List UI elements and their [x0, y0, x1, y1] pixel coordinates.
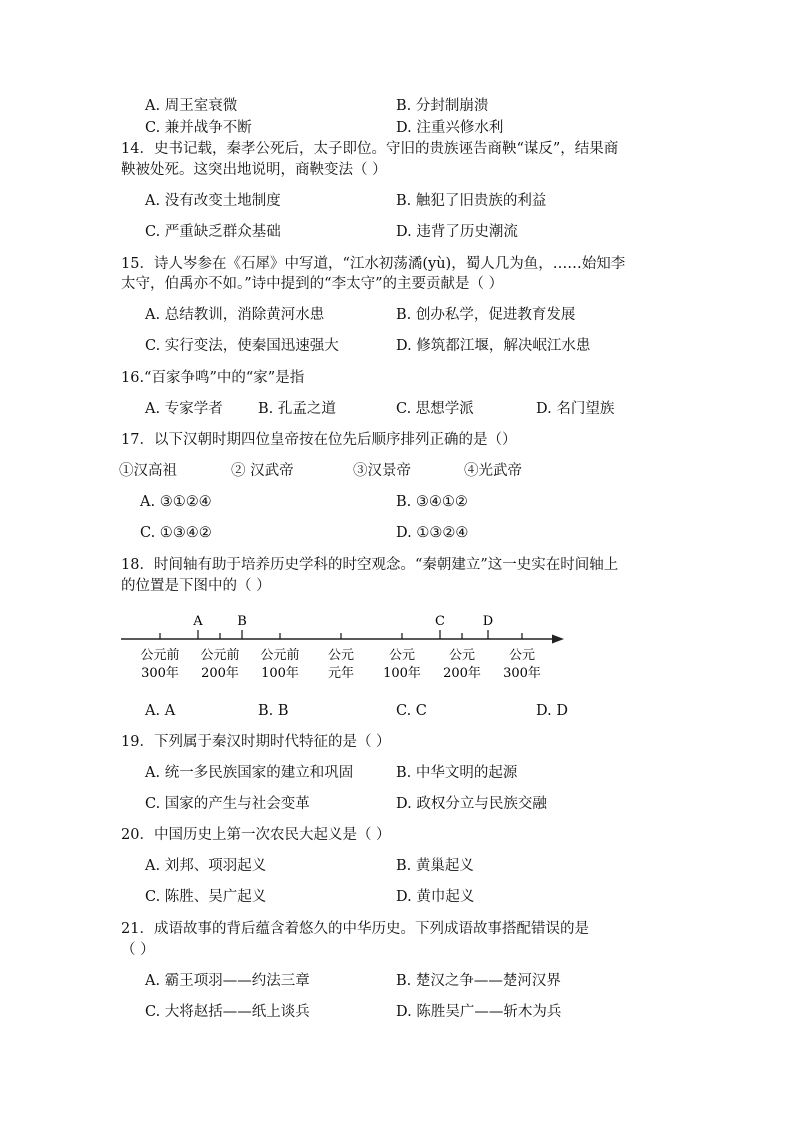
q17-item-2: ② 汉武帝 [231, 463, 294, 479]
q16-option-c: C. 思想学派 [396, 401, 474, 417]
q17-stem: 17．以下汉朝时期四位皇帝按在位先后顺序排列正确的是（） [121, 432, 517, 448]
q17-option-c: C. ①③④② [140, 525, 212, 541]
q15-option-c: C. 实行变法，使秦国迅速强大 [145, 338, 339, 354]
timeline-tick-label-top: 公元 [448, 648, 476, 663]
q14-option-c: C. 严重缺乏群众基础 [145, 224, 281, 240]
timeline-tick-label-bottom: 元年 [327, 666, 355, 681]
q21-stem-line1: 21．成语故事的背后蕴含着悠久的中华历史。下列成语故事搭配错误的是 [121, 921, 589, 937]
timeline-tick-label-bottom: 200年 [201, 666, 239, 681]
q20-option-d: D. 黄巾起义 [396, 889, 475, 905]
q18-option-a: A. A [145, 703, 176, 719]
timeline-tick-label-bottom: 300年 [503, 666, 541, 681]
q21-option-b: B. 楚汉之争——楚河汉界 [396, 973, 561, 989]
q21-option-c: C. 大将赵括——纸上谈兵 [145, 1004, 310, 1020]
q19-option-d: D. 政权分立与民族交融 [396, 796, 547, 812]
q14-stem-line1: 14．史书记载，秦孝公死后，太子即位。守旧的贵族诬告商鞅“谋反”，结果商 [121, 141, 619, 157]
q21-option-d: D. 陈胜吴广——斩木为兵 [396, 1004, 562, 1020]
q18-option-d: D. D [536, 703, 568, 719]
q13-option-c: C. 兼并战争不断 [145, 120, 252, 136]
q15-option-b: B. 创办私学，促进教育发展 [396, 307, 576, 323]
timeline-tick-label-bottom: 200年 [443, 666, 481, 681]
q13-option-d: D. 注重兴修水利 [396, 120, 504, 136]
q17-item-3: ③汉景帝 [353, 463, 411, 479]
timeline-marker-letter: D [482, 614, 494, 629]
timeline-marker-letter: B [237, 614, 247, 629]
q21-option-a: A. 霸王项羽——约法三章 [145, 973, 310, 989]
q15-option-d: D. 修筑都江堰，解决岷江水患 [396, 338, 591, 354]
q17-item-4: ④光武帝 [464, 463, 522, 479]
q14-option-d: D. 违背了历史潮流 [396, 224, 518, 240]
q15-stem-line2: 太守，伯禹亦不如。”诗中提到的“李太守”的主要贡献是（ ） [121, 276, 504, 292]
timeline-tick-label-bottom: 300年 [141, 666, 179, 681]
timeline-tick-label-bottom: 100年 [383, 666, 421, 681]
q20-option-c: C. 陈胜、吴广起义 [145, 889, 267, 905]
q20-stem: 20．中国历史上第一次农民大起义是（ ） [121, 827, 391, 843]
q16-option-a: A. 专家学者 [145, 401, 223, 417]
q19-option-b: B. 中华文明的起源 [396, 765, 518, 781]
q14-stem-line2: 鞅被处死。这突出地说明，商鞅变法（ ） [121, 162, 387, 178]
q15-stem-line1: 15．诗人岑参在《石犀》中写道，“江水初荡潏(yù)，蜀人几为鱼，……始知李 [121, 256, 626, 272]
timeline-tick-label-top: 公元前 [140, 648, 180, 663]
q14-option-b: B. 触犯了旧贵族的利益 [396, 193, 547, 209]
timeline-tick-label-top: 公元 [388, 648, 416, 663]
q18-stem-line1: 18．时间轴有助于培养历史学科的时空观念。“秦朝建立”这一史实在时间轴上 [121, 557, 619, 573]
q21-stem-line2: （ ） [121, 942, 155, 958]
q17-item-1: ①汉高祖 [119, 463, 177, 479]
q14-option-a: A. 没有改变土地制度 [145, 193, 281, 209]
q17-option-b: B. ③④①② [396, 494, 468, 510]
q16-stem: 16.“百家争鸣”中的“家”是指 [121, 370, 305, 386]
timeline-marker-letter: A [193, 614, 203, 629]
q17-option-a: A. ③①②④ [140, 494, 212, 510]
q16-option-b: B. 孔孟之道 [258, 401, 336, 417]
timeline-tick-label-top: 公元前 [260, 648, 300, 663]
q18-option-c: C. C [396, 703, 427, 719]
q13-option-a: A. 周王室衰微 [145, 98, 238, 114]
q18-stem-line2: 的位置是下图中的（ ） [121, 578, 271, 594]
timeline-tick-label-top: 公元前 [200, 648, 240, 663]
q19-option-c: C. 国家的产生与社会变革 [145, 796, 310, 812]
timeline-arrow-icon [552, 635, 564, 644]
q18-option-b: B. B [258, 703, 289, 719]
q20-option-a: A. 刘邦、项羽起义 [145, 858, 267, 874]
q13-option-b: B. 分封制崩溃 [396, 98, 489, 114]
timeline-tick-label-bottom: 100年 [261, 666, 299, 681]
timeline-diagram [118, 608, 568, 688]
timeline-marker-letter: C [435, 614, 445, 629]
q16-option-d: D. 名门望族 [536, 401, 615, 417]
q15-option-a: A. 总结教训，消除黄河水患 [145, 307, 325, 323]
timeline-tick-label-top: 公元 [508, 648, 536, 663]
q19-stem: 19．下列属于秦汉时期时代特征的是（ ） [121, 734, 391, 750]
q17-option-d: D. ①③②④ [396, 525, 469, 541]
q19-option-a: A. 统一多民族国家的建立和巩固 [145, 765, 354, 781]
q20-option-b: B. 黄巢起义 [396, 858, 474, 874]
timeline-tick-label-top: 公元 [327, 648, 355, 663]
